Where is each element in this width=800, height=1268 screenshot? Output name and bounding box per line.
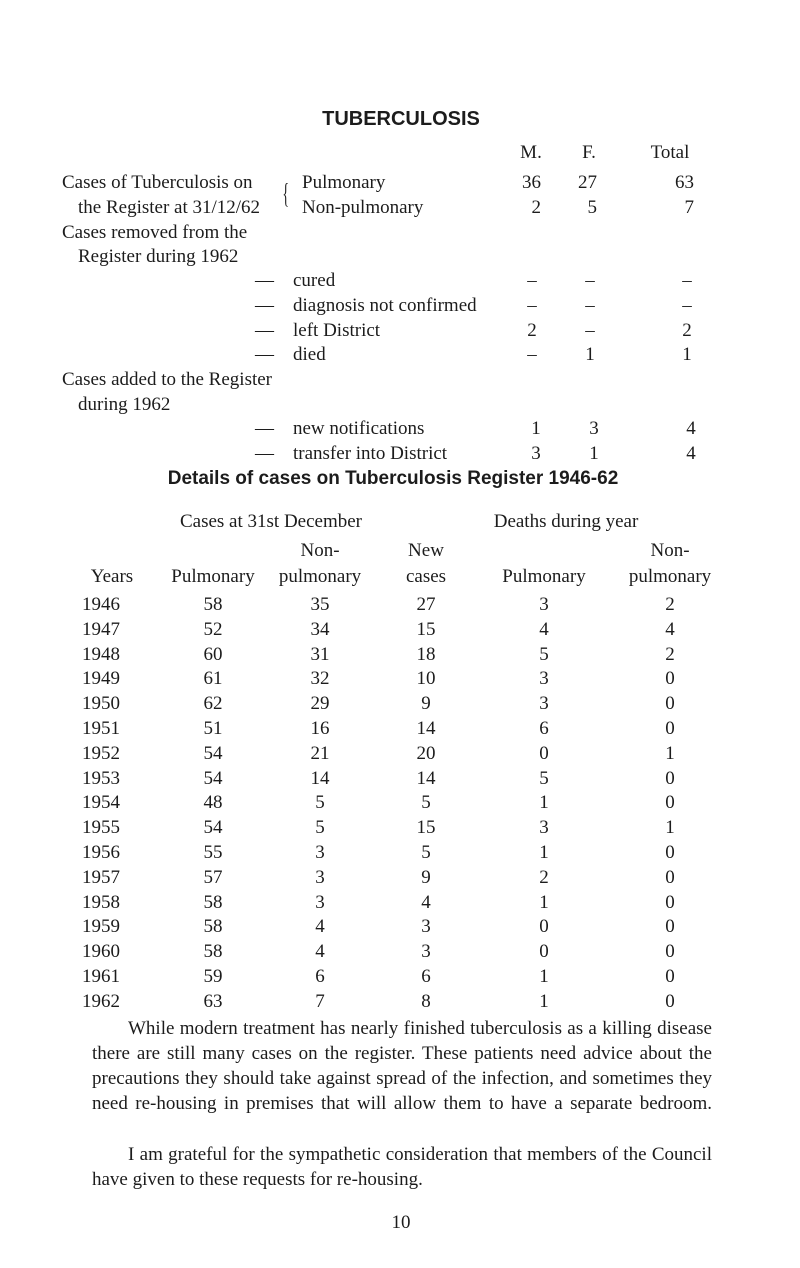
cell-non-pulmonary: 34 [310, 618, 330, 640]
cell-non-pulmonary: 6 [315, 966, 325, 987]
cell-death-non-pulmonary: 0 [665, 693, 675, 715]
cell-new-cases: 3 [421, 916, 431, 938]
cell-new-cases: 14 [416, 718, 436, 739]
value-total: – [682, 295, 692, 316]
body-paragraph: I am grateful for the sympathetic consideration that members of the Council have given to these requests for re-housing. [92, 1144, 712, 1190]
row-dash: — [255, 295, 274, 316]
cell-year: 1957 [82, 866, 120, 888]
cell-non-pulmonary: 31 [310, 643, 330, 665]
cell-year: 1956 [82, 842, 120, 863]
value-m: 3 [531, 443, 541, 464]
cell-new-cases: 15 [416, 817, 436, 839]
cell-new-cases: 5 [421, 842, 431, 863]
col-header: pulmonary [628, 566, 712, 587]
row-dash: — [255, 443, 274, 464]
cell-non-pulmonary: 3 [315, 842, 325, 863]
cell-new-cases: 27 [416, 594, 436, 615]
value-m: 2 [531, 197, 541, 218]
row-label: left District [293, 320, 381, 341]
cell-non-pulmonary: 35 [310, 594, 330, 615]
row-label: cured [293, 270, 336, 291]
cell-non-pulmonary: 32 [310, 668, 330, 690]
cell-non-pulmonary: 21 [310, 742, 330, 764]
cell-non-pulmonary: 14 [310, 767, 330, 789]
header-f: F. [582, 142, 596, 163]
cell-pulmonary: 60 [203, 643, 223, 665]
cell-pulmonary: 59 [203, 966, 223, 987]
cell-death-pulmonary: 5 [539, 643, 549, 665]
cell-death-non-pulmonary: 0 [665, 891, 675, 913]
cell-year: 1947 [82, 618, 120, 640]
cell-death-non-pulmonary: 1 [665, 817, 675, 839]
value-m: – [527, 344, 537, 365]
row-label: Non-pulmonary [302, 197, 424, 218]
row-dash: — [255, 270, 274, 291]
page-title: TUBERCULOSIS [322, 108, 480, 130]
value-m: – [527, 270, 537, 291]
cell-pulmonary: 62 [203, 693, 223, 715]
cell-death-non-pulmonary: 0 [665, 966, 675, 987]
value-total: 4 [686, 443, 696, 464]
page-number: 10 [391, 1212, 411, 1233]
cell-death-pulmonary: 1 [539, 792, 549, 814]
cell-pulmonary: 63 [203, 990, 223, 1012]
cell-pulmonary: 61 [203, 668, 223, 690]
cell-year: 1960 [82, 941, 120, 963]
cell-death-pulmonary: 0 [539, 742, 549, 764]
cell-non-pulmonary: 5 [315, 792, 325, 814]
row-dash: — [255, 320, 274, 341]
cell-death-pulmonary: 0 [539, 941, 549, 963]
removed-label: Cases removed from the [62, 222, 248, 243]
cell-death-non-pulmonary: 0 [665, 842, 675, 863]
cell-new-cases: 15 [416, 618, 436, 640]
value-total: 1 [682, 344, 692, 365]
col-header: cases [405, 566, 447, 587]
cell-year: 1959 [82, 916, 120, 938]
cell-pulmonary: 54 [203, 742, 223, 764]
row-dash: — [255, 344, 274, 365]
col-header: Pulmonary [502, 566, 586, 587]
added-label: Cases added to the Register [62, 369, 273, 390]
value-total: – [682, 270, 692, 291]
cell-new-cases: 4 [421, 891, 431, 913]
cell-death-non-pulmonary: 0 [665, 941, 675, 963]
value-total: 63 [675, 172, 694, 193]
cell-pulmonary: 48 [203, 792, 223, 814]
cell-pulmonary: 54 [203, 817, 223, 839]
cell-year: 1954 [82, 792, 120, 814]
cell-death-pulmonary: 4 [539, 618, 549, 640]
body-paragraph: While modern treatment has nearly finished tuberculosis as a killing disease there are still many cases on the register. These patients need advice about the precautions they should take against spread of the infection, and sometimes they need re-housing in premises that will allow them to have a separate bedroom. [92, 1018, 712, 1114]
removed-label: Register during 1962 [78, 246, 239, 267]
cell-new-cases: 9 [421, 866, 431, 888]
cell-pulmonary: 58 [203, 891, 223, 913]
cell-death-non-pulmonary: 2 [665, 594, 675, 615]
cell-death-pulmonary: 2 [539, 866, 549, 888]
cell-death-pulmonary: 1 [539, 891, 549, 913]
row-label: Pulmonary [302, 172, 386, 193]
cell-non-pulmonary: 3 [315, 891, 325, 913]
cell-year: 1948 [82, 643, 120, 665]
cell-year: 1950 [82, 693, 120, 715]
value-total: 7 [684, 197, 694, 218]
cell-new-cases: 10 [416, 668, 436, 690]
row-label: diagnosis not confirmed [293, 295, 477, 316]
value-m: 36 [522, 172, 541, 193]
cell-non-pulmonary: 29 [310, 693, 330, 715]
register-label: Cases of Tuberculosis on [62, 172, 253, 193]
cell-new-cases: 9 [421, 693, 431, 715]
added-label: during 1962 [78, 394, 171, 415]
cell-year: 1953 [82, 767, 120, 789]
cell-pulmonary: 57 [203, 866, 223, 888]
group-header-deaths: Deaths during year [493, 511, 639, 532]
value-m: 1 [531, 418, 541, 439]
cell-year: 1961 [82, 966, 120, 987]
cell-death-non-pulmonary: 0 [665, 866, 675, 888]
cell-death-pulmonary: 3 [539, 594, 549, 615]
cell-death-pulmonary: 1 [539, 966, 549, 987]
value-m: – [527, 295, 537, 316]
cell-new-cases: 20 [416, 742, 436, 764]
col-header: Non- [650, 540, 690, 561]
cell-death-non-pulmonary: 0 [665, 668, 675, 690]
cell-death-pulmonary: 3 [539, 668, 549, 690]
cell-death-non-pulmonary: 1 [665, 742, 675, 764]
value-f: – [585, 270, 595, 291]
col-header: Pulmonary [171, 566, 255, 587]
cell-pulmonary: 58 [203, 594, 223, 615]
cell-pulmonary: 55 [203, 842, 223, 863]
cell-death-pulmonary: 6 [539, 718, 549, 739]
cell-non-pulmonary: 5 [315, 817, 325, 839]
group-header-cases: Cases at 31st December [179, 511, 363, 532]
details-title: Details of cases on Tuberculosis Register 1946-62 [167, 468, 619, 489]
col-header: pulmonary [278, 566, 362, 587]
cell-new-cases: 8 [421, 990, 431, 1012]
value-f: 3 [589, 418, 599, 439]
col-header: Years [90, 566, 134, 587]
brace-glyph: { [282, 179, 290, 210]
cell-pulmonary: 52 [203, 618, 223, 640]
cell-non-pulmonary: 4 [315, 916, 325, 938]
col-header: Non- [300, 540, 340, 561]
cell-pulmonary: 51 [203, 718, 223, 739]
cell-year: 1949 [82, 668, 120, 690]
value-f: 27 [578, 172, 597, 193]
cell-year: 1946 [82, 594, 120, 615]
value-f: – [585, 320, 595, 341]
cell-new-cases: 14 [416, 767, 436, 789]
cell-year: 1955 [82, 817, 120, 839]
col-header: New [408, 540, 444, 561]
cell-death-non-pulmonary: 0 [665, 990, 675, 1012]
cell-year: 1951 [82, 718, 120, 739]
value-f: 1 [589, 443, 599, 464]
row-dash: — [255, 418, 274, 439]
header-total: Total [650, 142, 690, 163]
cell-new-cases: 18 [416, 643, 436, 665]
cell-year: 1962 [82, 990, 120, 1012]
cell-death-pulmonary: 1 [539, 990, 549, 1012]
value-m: 2 [527, 320, 537, 341]
cell-pulmonary: 54 [203, 767, 223, 789]
cell-death-non-pulmonary: 0 [665, 718, 675, 739]
value-total: 4 [686, 418, 696, 439]
value-f: 5 [587, 197, 597, 218]
cell-death-non-pulmonary: 0 [665, 916, 675, 938]
cell-year: 1958 [82, 891, 120, 913]
cell-death-pulmonary: 5 [539, 767, 549, 789]
cell-death-non-pulmonary: 0 [665, 792, 675, 814]
value-total: 2 [682, 320, 692, 341]
cell-death-pulmonary: 3 [539, 693, 549, 715]
cell-non-pulmonary: 16 [310, 718, 330, 739]
row-label: died [293, 344, 326, 365]
cell-death-pulmonary: 3 [539, 817, 549, 839]
cell-death-non-pulmonary: 4 [665, 618, 675, 640]
cell-death-pulmonary: 0 [539, 916, 549, 938]
cell-death-non-pulmonary: 0 [665, 767, 675, 789]
row-label: new notifications [293, 418, 425, 439]
cell-pulmonary: 58 [203, 916, 223, 938]
cell-new-cases: 5 [421, 792, 431, 814]
header-m: M. [520, 142, 542, 163]
cell-non-pulmonary: 4 [315, 941, 325, 963]
cell-new-cases: 3 [421, 941, 431, 963]
cell-new-cases: 6 [421, 966, 431, 987]
cell-non-pulmonary: 3 [315, 866, 325, 888]
value-f: 1 [585, 344, 595, 365]
register-label: the Register at 31/12/62 [78, 197, 261, 218]
row-label: transfer into District [293, 443, 448, 464]
cell-non-pulmonary: 7 [315, 990, 325, 1012]
cell-death-non-pulmonary: 2 [665, 643, 675, 665]
value-f: – [585, 295, 595, 316]
cell-year: 1952 [82, 742, 120, 764]
cell-pulmonary: 58 [203, 941, 223, 963]
cell-death-pulmonary: 1 [539, 842, 549, 863]
